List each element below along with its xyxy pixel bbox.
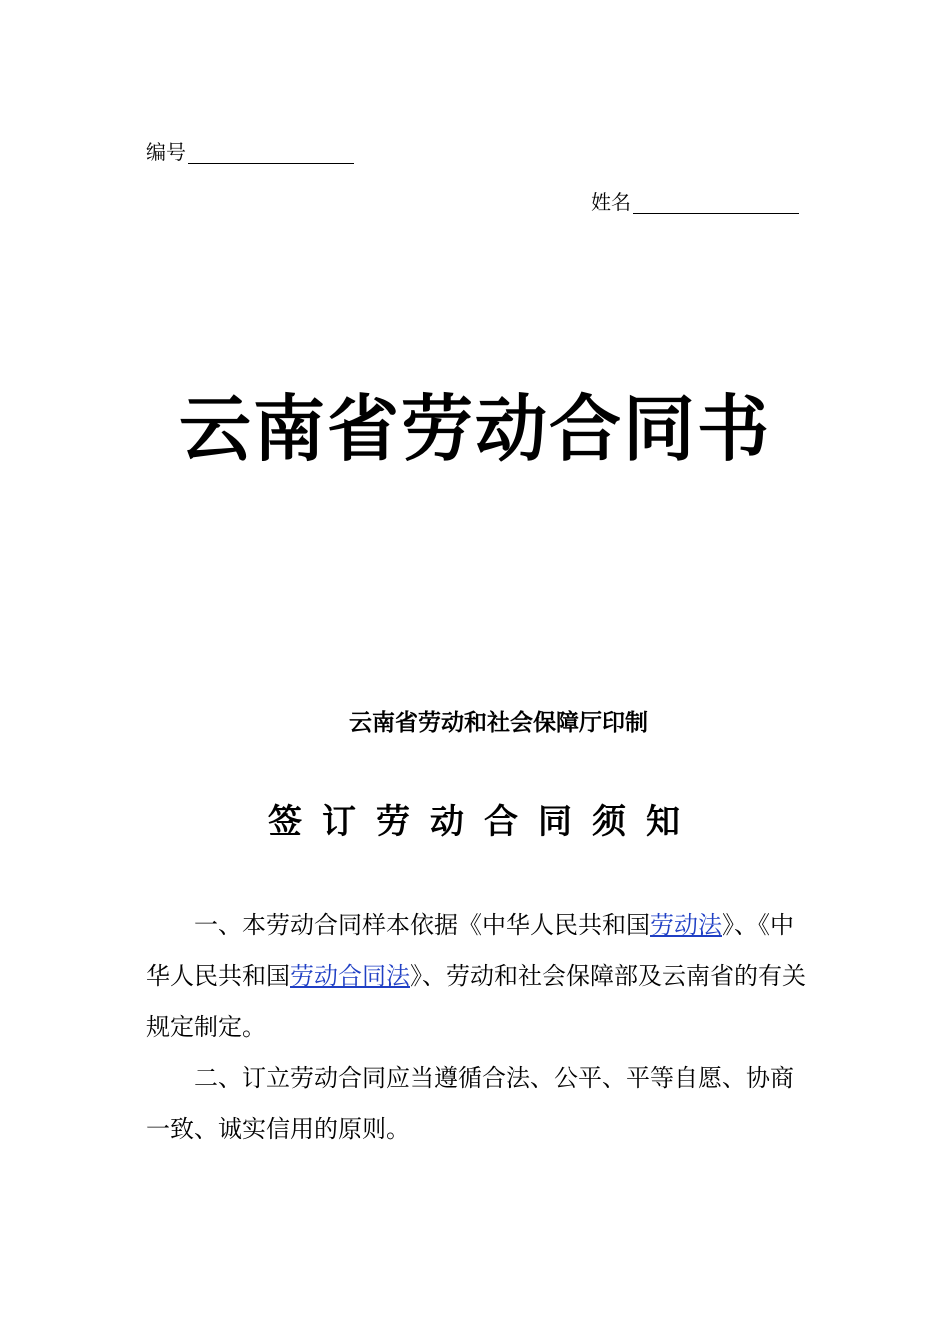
notice-paragraph-1 [146, 900, 806, 1053]
name-label: 姓名 [591, 190, 631, 214]
name-field [591, 190, 799, 214]
notice-paragraph-2: 二、订立劳动合同应当遵循合法、公平、平等自愿、协商一致、诚实信用的原则。 [146, 1064, 794, 1143]
name-blank-line[interactable] [633, 193, 799, 214]
notice-body [146, 900, 806, 1155]
issuer-line: 云南省劳动和社会保障厅印制 [349, 710, 648, 736]
labor-law-link[interactable]: 劳动法 [650, 911, 722, 939]
number-blank-line[interactable] [188, 143, 354, 164]
number-field [146, 140, 354, 164]
document-title: 云南省劳动合同书 [178, 387, 771, 471]
number-label: 编号 [146, 140, 186, 164]
notice-title: 签订劳动合同须知 [268, 802, 700, 842]
p1-text-pre: 一、本劳动合同样本依据《中华人民共和国 [194, 911, 650, 939]
p1-text-mid: 》、《中华人民共和国 [146, 911, 794, 990]
p1-text-post: 》、劳动和社会保障部及云南省的有关规定制定。 [146, 962, 806, 1041]
labor-contract-law-link[interactable]: 劳动合同法 [290, 962, 410, 990]
